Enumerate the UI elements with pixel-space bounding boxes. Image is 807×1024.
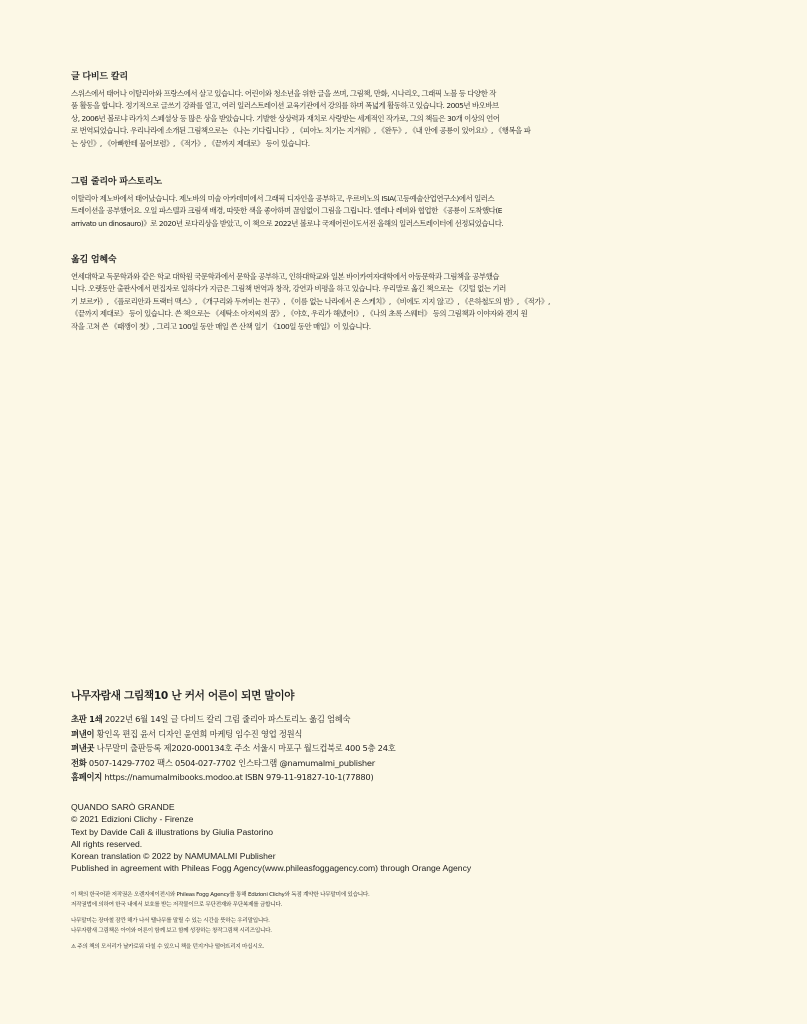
illustrator-line: 트레이션을 공부했어요. 오일 파스텔과 크림색 배경, 따뜻한 색을 좋아하며 끊임없이 그림을 그립니다. 엘레나 레비와 협업한 《공룡이 도착했다(E: [71, 206, 502, 216]
illustrator-bio: [71, 174, 571, 230]
copyright-notice: 이 책의 한국어판 저작권은 오렌지에이전시와 Phileas Fogg Agency를 통해 Edizioni Clichy와 독점 계약한 나무말미에 있습니다.: [71, 892, 370, 898]
credit-line-contact: [71, 756, 571, 771]
credit-label: 홈페이지: [71, 772, 103, 783]
author-bio: [71, 69, 571, 150]
credit-line-website: [71, 770, 571, 785]
series-about: 나무자람새 그림책은 아이와 어른이 함께 보고 함께 성장하는 창작그림책 시리즈입니다.: [71, 928, 272, 934]
translator-bio: [71, 252, 571, 333]
translator-line: 니다. 오랫동안 출판사에서 편집자로 일하다가 지금은 그림책 번역과 창작, 강연과 비평을 하고 있습니다. 우리말로 옮긴 책으로는 《깃털 없는 기러: [71, 284, 506, 294]
credit-line-edition: [71, 712, 571, 727]
author-line: 는 상인》, 《아빠한테 물어보렴》, 《적가》, 《끝까지 제대로》 등이 있습니다.: [71, 138, 310, 148]
credit-line-publisher: [71, 727, 571, 742]
credit-value: https://namumalmibooks.modoo.at ISBN 979-11-91827-10-1(77880): [102, 772, 374, 783]
author-bio-text: [71, 88, 571, 150]
author-line: 상, 2006년 볼로냐 라가치 스페셜상 등 많은 상을 받았습니다. 기발한 상상력과 재치로 사랑받는 세계적인 작가로, 그의 책들은 30개 이상의 언어: [71, 113, 500, 123]
credit-value: 2022년 6월 14일 글 다비드 칼리 그림 줄리아 파스토리노 옮김 엄혜숙: [102, 714, 351, 724]
illustrator-heading: 그림 줄리아 파스토리노: [71, 177, 162, 187]
credit-label: 펴낸이: [71, 728, 95, 739]
korean-translation-copyright: Korean translation © 2022 by NAMUMALMI Publisher: [71, 851, 276, 862]
copyright-page: [71, 0, 571, 1024]
illustrator-line: 이탈리아 제노바에서 태어났습니다. 제노바의 미술 아카데미에서 그래픽 디자인을 공부하고, 우르비노의 ISIA(고등예술산업연구소)에서 일러스: [71, 194, 495, 203]
translator-line: 연세대학교 독문학과와 같은 학교 대학원 국문학과에서 문학을 공부하고, 인하대학교와 일본 바이카여자대학에서 아동문학과 그림책을 공부했습: [71, 272, 499, 281]
credit-line-address: [71, 741, 571, 756]
translator-line: 작을 고쳐 쓴 《때깽이 첫》, 그리고 100일 동안 매일 쓴 산책 일기 《100일 동안 매일》이 있습니다.: [71, 321, 371, 331]
original-copyright: © 2021 Edizioni Clichy - Firenze: [71, 814, 194, 825]
credit-label: 초판 1쇄: [71, 714, 103, 724]
illustrator-line: arrivato un dinosauro)》로 2020년 로다리상을 받았고, 이 책으로 2022년 볼로냐 국제어린이도서전 올해의 일러스트레이터에 선정되었습니다.: [71, 218, 504, 228]
original-title: QUANDO SARÒ GRANDE: [71, 802, 175, 812]
agency-agreement: Published in agreement with Phileas Fogg Agency(www.phileasfoggagency.com) through Orange Agency: [71, 863, 472, 874]
author-line: 스위스에서 태어나 이탈리아와 프랑스에서 살고 있습니다. 어린이와 청소년을 위한 글을 쓰며, 그림책, 만화, 시나리오, 그래픽 노블 등 다양한 작: [71, 89, 496, 98]
book-title: 나무자람새 그림책10 난 커서 어른이 되면 말이야: [71, 690, 295, 702]
credit-value: 황인옥 편집 윤서 디자인 윤연희 마케팅 임수진 영업 정원식: [94, 728, 303, 739]
author-line: 품 활동을 합니다. 정기적으로 글쓰기 강좌를 열고, 여러 일러스트레이션 교육기관에서 강의를 하며 폭넓게 활동하고 있습니다. 2005년 바오바브: [71, 101, 499, 111]
credit-value: 0507-1429-7702 팩스 0504-027-7702 인스타그램 @namumalmi_publisher: [86, 757, 375, 768]
copyright-notice: 저작권법에 의하여 한국 내에서 보호를 받는 저작물이므로 무단전재와 무단복제를 금합니다.: [71, 902, 283, 908]
original-credits: Text by Davide Calì & illustrations by Giulia Pastorino: [71, 826, 274, 837]
illustrator-bio-text: [71, 193, 571, 230]
author-heading: 글 다비드 칼리: [71, 72, 128, 82]
translator-heading: 옮김 엄혜숙: [71, 255, 117, 265]
original-edition-info: [71, 801, 591, 875]
credit-label: 펴낸곳: [71, 743, 95, 754]
publisher-about: 나무말미는 장마철 잠깐 해가 나서 땔나무를 말릴 수 있는 시간을 뜻하는 우리말입니다.: [71, 918, 270, 924]
credit-label: 전화: [71, 757, 87, 768]
author-line: 로 번역되었습니다. 우리나라에 소개된 그림책으로는 《나는 기다립니다》, 《피아노 치기는 지겨워》, 《완두》, 《내 안에 공룡이 있어요!》, 《행복을 파: [71, 126, 531, 136]
legal-notices: [71, 890, 591, 952]
rights-reserved: All rights reserved.: [71, 838, 143, 849]
credit-value: 나무말미 출판등록 제2020-000134호 주소 서울시 마포구 월드컵북로 400 5층 24호: [94, 743, 396, 754]
translator-bio-text: [71, 271, 571, 333]
translator-line: 기 보르카》, 《플로리안과 트랙터 맥스》, 《개구리와 두꺼비는 친구》, 《이름 없는 나라에서 온 스케치》, 《비에도 지지 않고》, 《은하철도의 밤》, 《적가》,: [71, 296, 550, 306]
safety-warning: ⚠ 주의 책의 모서리가 날카로워 다칠 수 있으니 책을 던지거나 떨어뜨리지 마십시오.: [71, 944, 265, 950]
translator-line: 《끝까지 제대로》 등이 있습니다. 쓴 책으로는 《세탁소 아저씨의 꿈》, 《야호, 우리가 해냈어!》, 《나의 초록 스웨터》 등의 그림책과 이야자와 겐지 원: [71, 309, 528, 319]
colophon-credits: [71, 712, 571, 785]
